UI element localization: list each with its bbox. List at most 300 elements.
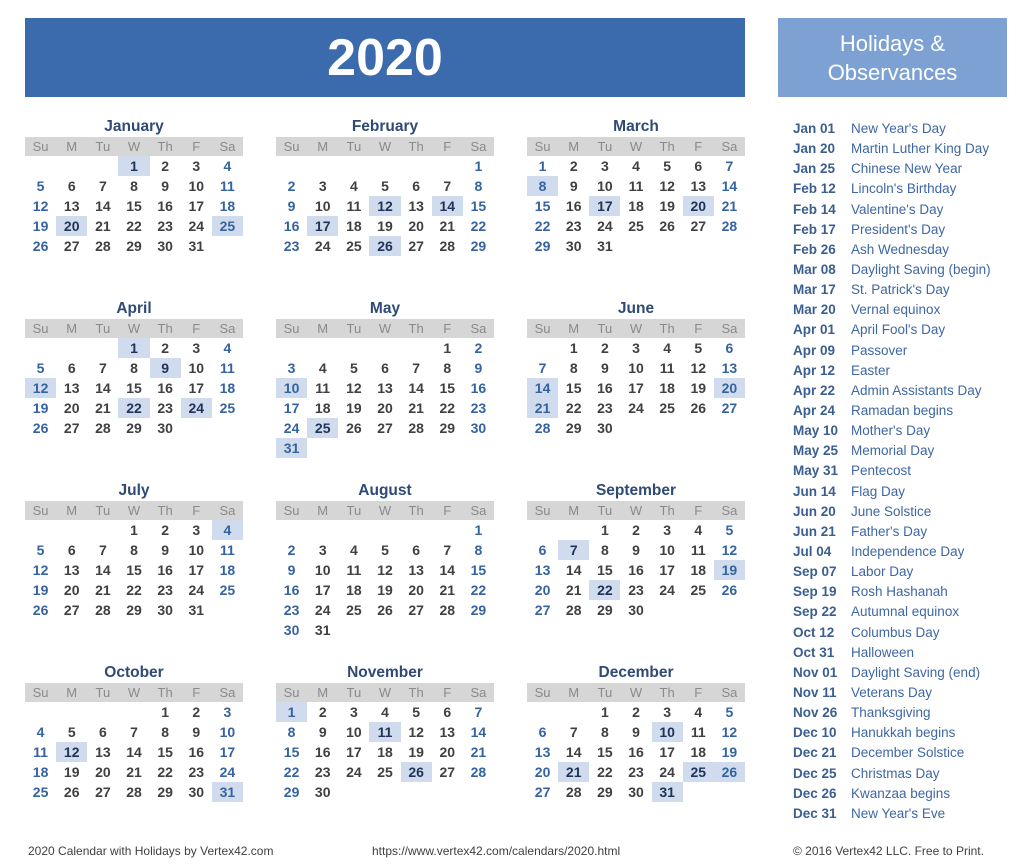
day-grid	[527, 702, 745, 802]
day-cell: 16	[628, 562, 644, 578]
holiday-name: New Year's Eve	[851, 805, 946, 821]
day-cell: 17	[314, 582, 331, 598]
day-cell: 1	[130, 522, 138, 538]
day-cell: 29	[597, 602, 613, 618]
empty-day-cell	[307, 338, 338, 358]
weekday-label: Th	[659, 685, 675, 700]
day-cell: 23	[283, 602, 300, 618]
day-cell: 6	[412, 178, 421, 194]
day-cell: 27	[408, 238, 424, 254]
day-grid	[527, 520, 745, 620]
holiday-list-item	[793, 482, 1023, 502]
empty-day-cell	[369, 520, 400, 540]
day-cell: 5	[349, 360, 358, 376]
day-cell: 15	[439, 380, 456, 396]
day-cell: 9	[287, 562, 296, 578]
empty-day-cell	[527, 702, 558, 722]
day-cell: 29	[126, 602, 142, 618]
weekday-header	[527, 501, 745, 520]
weekday-label: Su	[32, 685, 49, 700]
weekday-label: Th	[157, 685, 173, 700]
day-cell: 15	[470, 562, 487, 578]
day-cell: 29	[534, 238, 551, 254]
holiday-list-item	[793, 421, 1023, 441]
month-title: August	[358, 482, 412, 499]
day-grid	[276, 520, 494, 640]
day-cell: 5	[381, 542, 389, 558]
day-cell: 4	[632, 158, 640, 174]
weekday-label: Sa	[219, 321, 236, 336]
day-cell: 23	[628, 582, 644, 598]
year-banner	[25, 18, 745, 97]
day-grid	[25, 338, 243, 438]
day-cell: 9	[287, 198, 296, 214]
day-cell: 6	[412, 542, 421, 558]
day-cell: 17	[188, 562, 205, 578]
day-cell: 6	[381, 360, 389, 376]
day-cell: 8	[600, 724, 609, 740]
footer-url[interactable]: https://www.vertex42.com/calendars/2020.html	[372, 844, 621, 858]
day-cell: 3	[600, 158, 609, 174]
day-cell: 22	[470, 582, 487, 598]
day-cell: 13	[95, 744, 111, 760]
holiday-date: Feb 17	[793, 221, 836, 237]
holiday-list-item	[793, 542, 1023, 562]
holidays-banner	[778, 18, 1007, 97]
day-cell: 15	[565, 380, 582, 396]
day-cell: 4	[694, 522, 703, 538]
holiday-day-cell: 21	[558, 762, 589, 782]
day-grid	[25, 702, 243, 802]
month-september	[527, 481, 745, 620]
day-cell: 22	[126, 218, 142, 234]
day-cell: 26	[63, 784, 80, 800]
holiday-date: Jul 04	[793, 543, 832, 559]
day-cell: 7	[443, 178, 452, 194]
holiday-day-cell: 9	[150, 358, 181, 378]
holiday-day-cell: 26	[714, 762, 745, 782]
weekday-label: F	[694, 685, 703, 700]
weekday-label: Th	[408, 685, 424, 700]
day-cell: 1	[474, 522, 483, 538]
day-cell: 12	[408, 724, 424, 740]
holiday-day-cell: 4	[212, 520, 243, 540]
day-cell: 15	[126, 380, 142, 396]
day-cell: 14	[95, 562, 111, 578]
day-cell: 19	[32, 400, 49, 416]
day-cell: 21	[470, 744, 487, 760]
holiday-list-item	[793, 159, 1023, 179]
month-title: June	[617, 300, 655, 317]
day-grid	[25, 156, 243, 256]
holiday-day-cell: 25	[683, 762, 714, 782]
holidays-title-line2: Observances	[827, 59, 958, 85]
day-cell: 8	[600, 542, 609, 558]
day-cell: 13	[408, 562, 424, 578]
holiday-day-cell: 1	[118, 156, 149, 176]
day-cell: 30	[157, 602, 173, 618]
day-cell: 6	[694, 158, 703, 174]
holiday-list-item	[793, 502, 1023, 522]
weekday-label: Th	[659, 321, 675, 336]
day-cell: 2	[632, 704, 640, 720]
holiday-date: Feb 26	[793, 241, 836, 257]
empty-day-cell	[25, 702, 56, 722]
day-cell: 18	[219, 198, 236, 214]
holiday-day-cell: 21	[527, 398, 558, 418]
month-june	[527, 299, 745, 438]
day-cell: 5	[694, 340, 703, 356]
day-cell: 26	[32, 238, 49, 254]
day-cell: 16	[628, 744, 644, 760]
weekday-label: Su	[534, 139, 551, 154]
holiday-day-cell: 26	[401, 762, 432, 782]
weekday-label: Sa	[470, 503, 487, 518]
holiday-date: May 31	[793, 463, 839, 479]
day-cell: 23	[470, 400, 487, 416]
day-cell: 4	[223, 158, 232, 174]
day-cell: 3	[192, 158, 201, 174]
day-cell: 21	[565, 582, 582, 598]
day-cell: 7	[569, 724, 578, 740]
day-cell: 17	[283, 400, 300, 416]
empty-day-cell	[338, 156, 369, 176]
holiday-date: Nov 01	[793, 664, 838, 680]
holiday-day-cell: 31	[212, 782, 243, 802]
day-cell: 20	[63, 400, 80, 416]
day-cell: 10	[219, 724, 236, 740]
month-title: January	[104, 118, 164, 135]
day-cell: 13	[690, 178, 707, 194]
day-cell: 17	[346, 744, 362, 760]
holiday-date: Apr 09	[793, 342, 836, 358]
day-cell: 11	[346, 562, 362, 578]
weekday-label: W	[629, 685, 643, 700]
month-february	[276, 117, 494, 256]
day-cell: 31	[188, 238, 205, 254]
day-cell: 5	[725, 522, 734, 538]
day-cell: 10	[188, 542, 205, 558]
holiday-list-item	[793, 804, 1023, 824]
weekday-label: F	[694, 503, 703, 518]
day-cell: 27	[408, 602, 424, 618]
day-cell: 14	[565, 744, 582, 760]
day-cell: 27	[534, 784, 551, 800]
holiday-date: Jan 20	[793, 141, 836, 157]
day-cell: 25	[32, 784, 49, 800]
day-cell: 23	[188, 764, 205, 780]
day-cell: 2	[287, 542, 296, 558]
day-cell: 4	[36, 724, 45, 740]
day-cell: 5	[36, 178, 45, 194]
day-cell: 3	[223, 704, 232, 720]
day-cell: 26	[659, 218, 675, 234]
weekday-label: F	[694, 139, 703, 154]
day-cell: 4	[381, 704, 389, 720]
holiday-name: Kwanzaa begins	[851, 785, 951, 801]
day-cell: 11	[690, 724, 706, 740]
day-cell: 26	[690, 400, 707, 416]
day-cell: 3	[287, 360, 296, 376]
holiday-date: Sep 07	[793, 564, 837, 580]
day-cell: 18	[346, 582, 362, 598]
day-cell: 13	[63, 380, 80, 396]
holiday-date: Feb 14	[793, 201, 836, 217]
weekday-label: Su	[32, 503, 49, 518]
day-cell: 8	[161, 724, 170, 740]
day-cell: 21	[439, 218, 456, 234]
day-cell: 12	[32, 562, 49, 578]
holiday-date: Mar 20	[793, 302, 836, 318]
day-cell: 17	[188, 198, 205, 214]
empty-day-cell	[56, 338, 87, 358]
weekday-label: Sa	[470, 139, 487, 154]
day-cell: 22	[126, 582, 142, 598]
day-cell: 21	[721, 198, 738, 214]
day-cell: 24	[314, 238, 331, 254]
holiday-list-item	[793, 703, 1023, 723]
day-cell: 3	[318, 178, 327, 194]
day-cell: 9	[192, 724, 201, 740]
holiday-name: Rosh Hashanah	[851, 584, 948, 600]
day-cell: 26	[721, 582, 738, 598]
day-cell: 13	[721, 360, 738, 376]
weekday-header	[25, 137, 243, 156]
day-cell: 4	[223, 340, 232, 356]
weekday-label: Sa	[219, 685, 236, 700]
day-cell: 20	[63, 582, 80, 598]
weekday-label: M	[568, 321, 580, 336]
day-cell: 21	[95, 582, 111, 598]
day-cell: 11	[220, 178, 235, 194]
day-cell: 7	[98, 178, 107, 194]
day-cell: 4	[349, 542, 358, 558]
month-title: March	[613, 118, 659, 135]
day-cell: 25	[659, 400, 675, 416]
day-cell: 6	[538, 724, 547, 740]
day-cell: 20	[439, 744, 456, 760]
day-cell: 1	[161, 704, 170, 720]
day-cell: 11	[33, 744, 48, 760]
day-cell: 6	[67, 542, 76, 558]
month-title: November	[347, 664, 423, 681]
day-cell: 5	[412, 704, 421, 720]
day-cell: 9	[318, 724, 327, 740]
holiday-name: December Solstice	[851, 745, 965, 761]
day-cell: 28	[126, 784, 142, 800]
weekday-label: M	[66, 685, 78, 700]
holiday-list-item	[793, 341, 1023, 361]
day-cell: 25	[219, 582, 236, 598]
weekday-label: F	[443, 139, 452, 154]
holiday-name: April Fool's Day	[851, 322, 946, 338]
weekday-label: F	[443, 685, 452, 700]
day-cell: 19	[377, 218, 393, 234]
empty-day-cell	[307, 156, 338, 176]
day-cell: 30	[188, 784, 205, 800]
day-cell: 19	[346, 400, 362, 416]
weekday-label: F	[192, 321, 201, 336]
day-cell: 4	[349, 178, 358, 194]
weekday-label: W	[127, 321, 141, 336]
holiday-name: Hanukkah begins	[851, 725, 956, 741]
weekday-label: Su	[534, 503, 551, 518]
weekday-header	[527, 683, 745, 702]
day-cell: 18	[377, 744, 393, 760]
day-cell: 29	[565, 420, 582, 436]
day-cell: 8	[474, 178, 483, 194]
empty-day-cell	[25, 520, 56, 540]
holiday-date: Apr 12	[793, 362, 836, 378]
holiday-name: President's Day	[851, 221, 946, 237]
day-cell: 31	[597, 238, 613, 254]
holiday-day-cell: 25	[212, 216, 243, 236]
weekday-label: W	[378, 685, 392, 700]
day-cell: 24	[659, 582, 675, 598]
day-cell: 6	[725, 340, 734, 356]
weekday-label: W	[127, 685, 141, 700]
day-cell: 3	[663, 704, 672, 720]
empty-day-cell	[307, 520, 338, 540]
day-cell: 13	[534, 744, 551, 760]
day-cell: 23	[565, 218, 582, 234]
empty-day-cell	[87, 702, 118, 722]
day-cell: 23	[628, 764, 644, 780]
day-cell: 7	[538, 360, 547, 376]
day-cell: 24	[283, 420, 300, 436]
day-cell: 28	[439, 602, 456, 618]
day-cell: 16	[283, 582, 300, 598]
day-cell: 27	[690, 218, 707, 234]
holiday-list	[793, 119, 1023, 824]
day-cell: 14	[126, 744, 142, 760]
holiday-day-cell: 10	[652, 722, 683, 742]
day-cell: 29	[126, 238, 142, 254]
holiday-day-cell: 17	[589, 196, 620, 216]
day-cell: 29	[470, 238, 487, 254]
day-cell: 18	[314, 400, 331, 416]
day-cell: 14	[565, 562, 582, 578]
weekday-label: Su	[32, 139, 49, 154]
day-cell: 11	[628, 178, 644, 194]
day-cell: 28	[439, 238, 456, 254]
day-cell: 7	[725, 158, 734, 174]
holiday-day-cell: 11	[369, 722, 400, 742]
day-cell: 12	[721, 542, 738, 558]
day-cell: 21	[439, 582, 456, 598]
day-cell: 16	[157, 380, 173, 396]
month-august	[276, 481, 494, 640]
month-title: April	[116, 300, 152, 317]
weekday-header	[25, 319, 243, 338]
day-cell: 23	[597, 400, 613, 416]
weekday-label: Su	[32, 321, 49, 336]
day-cell: 20	[534, 764, 551, 780]
day-cell: 8	[130, 542, 138, 558]
day-cell: 28	[408, 420, 424, 436]
holiday-day-cell: 20	[56, 216, 87, 236]
weekday-label: F	[443, 503, 452, 518]
holiday-name: Daylight Saving (end)	[851, 664, 981, 680]
weekday-label: W	[127, 139, 141, 154]
weekday-label: Sa	[470, 685, 487, 700]
holiday-list-item	[793, 300, 1023, 320]
holiday-list-item	[793, 623, 1023, 643]
day-cell: 16	[597, 380, 613, 396]
holiday-day-cell: 19	[714, 560, 745, 580]
holiday-day-cell: 20	[714, 378, 745, 398]
day-cell: 6	[443, 704, 452, 720]
holidays-title-line1: Holidays &	[839, 30, 946, 56]
day-cell: 27	[63, 238, 80, 254]
month-april	[25, 299, 243, 438]
holiday-list-item	[793, 179, 1023, 199]
empty-day-cell	[338, 520, 369, 540]
day-cell: 15	[126, 198, 142, 214]
empty-day-cell	[401, 156, 432, 176]
holiday-list-item	[793, 200, 1023, 220]
holiday-list-item	[793, 562, 1023, 582]
holiday-day-cell: 12	[56, 742, 87, 762]
weekday-label: M	[317, 139, 329, 154]
day-cell: 9	[632, 724, 640, 740]
day-cell: 17	[659, 562, 675, 578]
holiday-name: Independence Day	[851, 543, 965, 559]
day-cell: 9	[600, 360, 609, 376]
holiday-date: Feb 12	[793, 181, 836, 197]
day-cell: 19	[377, 582, 393, 598]
day-cell: 9	[474, 360, 483, 376]
day-cell: 22	[439, 400, 456, 416]
weekday-label: F	[192, 685, 201, 700]
day-cell: 8	[474, 542, 483, 558]
weekday-label: Tu	[346, 503, 362, 518]
holiday-list-item	[793, 602, 1023, 622]
holiday-name: June Solstice	[851, 503, 932, 519]
holiday-name: Christmas Day	[851, 765, 940, 781]
day-cell: 8	[443, 360, 452, 376]
weekday-label: W	[378, 321, 392, 336]
holiday-name: Father's Day	[851, 523, 928, 539]
weekday-label: Th	[408, 503, 424, 518]
empty-day-cell	[558, 702, 589, 722]
weekday-label: Th	[659, 139, 675, 154]
weekday-label: F	[192, 139, 201, 154]
empty-day-cell	[56, 702, 87, 722]
day-cell: 28	[95, 420, 111, 436]
day-cell: 20	[534, 582, 551, 598]
day-cell: 10	[314, 562, 331, 578]
day-cell: 26	[32, 420, 49, 436]
day-cell: 25	[690, 582, 707, 598]
empty-day-cell	[527, 520, 558, 540]
day-cell: 19	[32, 218, 49, 234]
weekday-label: F	[694, 321, 703, 336]
weekday-label: W	[127, 503, 141, 518]
day-cell: 19	[32, 582, 49, 598]
holiday-date: Dec 10	[793, 725, 837, 741]
day-cell: 5	[36, 360, 45, 376]
day-cell: 30	[628, 602, 644, 618]
month-title: October	[104, 664, 164, 681]
empty-day-cell	[432, 520, 463, 540]
empty-day-cell	[87, 338, 118, 358]
day-cell: 25	[219, 400, 236, 416]
weekday-label: Sa	[721, 503, 738, 518]
holiday-date: Oct 31	[793, 644, 835, 660]
month-title: September	[595, 482, 677, 499]
holiday-name: Pentecost	[851, 463, 912, 479]
